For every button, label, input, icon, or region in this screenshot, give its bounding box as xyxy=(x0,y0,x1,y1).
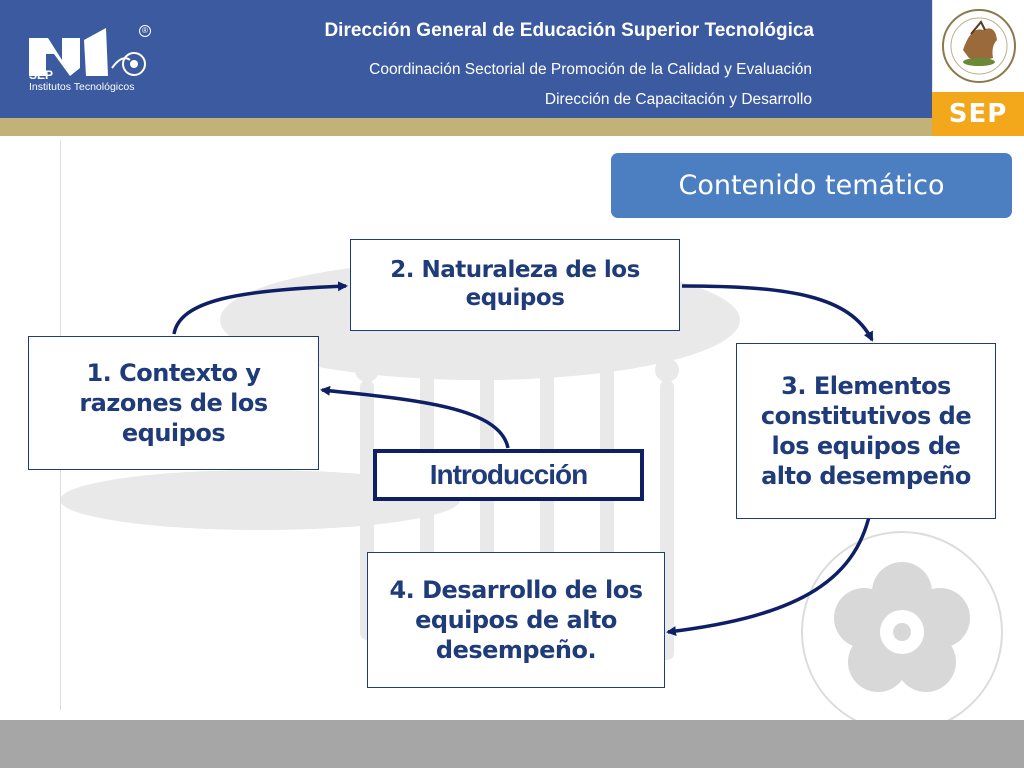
section-tag-contenido: Contenido temático xyxy=(611,153,1012,218)
header-bar xyxy=(0,0,932,118)
logo-institutes-text: Institutos Tecnológicos xyxy=(29,81,135,93)
registered-mark: ® xyxy=(139,25,151,37)
sep-tag: SEP xyxy=(932,92,1024,136)
node-introduccion: Introducción xyxy=(373,449,644,501)
footer-bar xyxy=(0,720,1024,768)
node-naturaleza: 2. Naturaleza de los equipos xyxy=(350,239,680,331)
node-elementos: 3. Elementos constitutivos de los equipos de alto desempeño xyxy=(736,343,996,519)
header-title: Dirección General de Educación Superior Tecnológica xyxy=(324,20,814,41)
eagle-seal-icon xyxy=(933,0,1024,92)
header-gold-stripe xyxy=(0,118,932,136)
header-subtitle-1: Coordinación Sectorial de Promoción de la Calidad y Evaluación xyxy=(369,61,812,78)
node-desarrollo: 4. Desarrollo de los equipos de alto desempeño. xyxy=(367,552,665,688)
national-seal xyxy=(932,0,1024,92)
logo-sep-text: SEP xyxy=(29,68,54,82)
node-contexto: 1. Contexto y razones de los equipos xyxy=(28,336,319,470)
header-subtitle-2: Dirección de Capacitación y Desarrollo xyxy=(544,91,812,108)
decorative-flower-icon xyxy=(802,532,1002,720)
